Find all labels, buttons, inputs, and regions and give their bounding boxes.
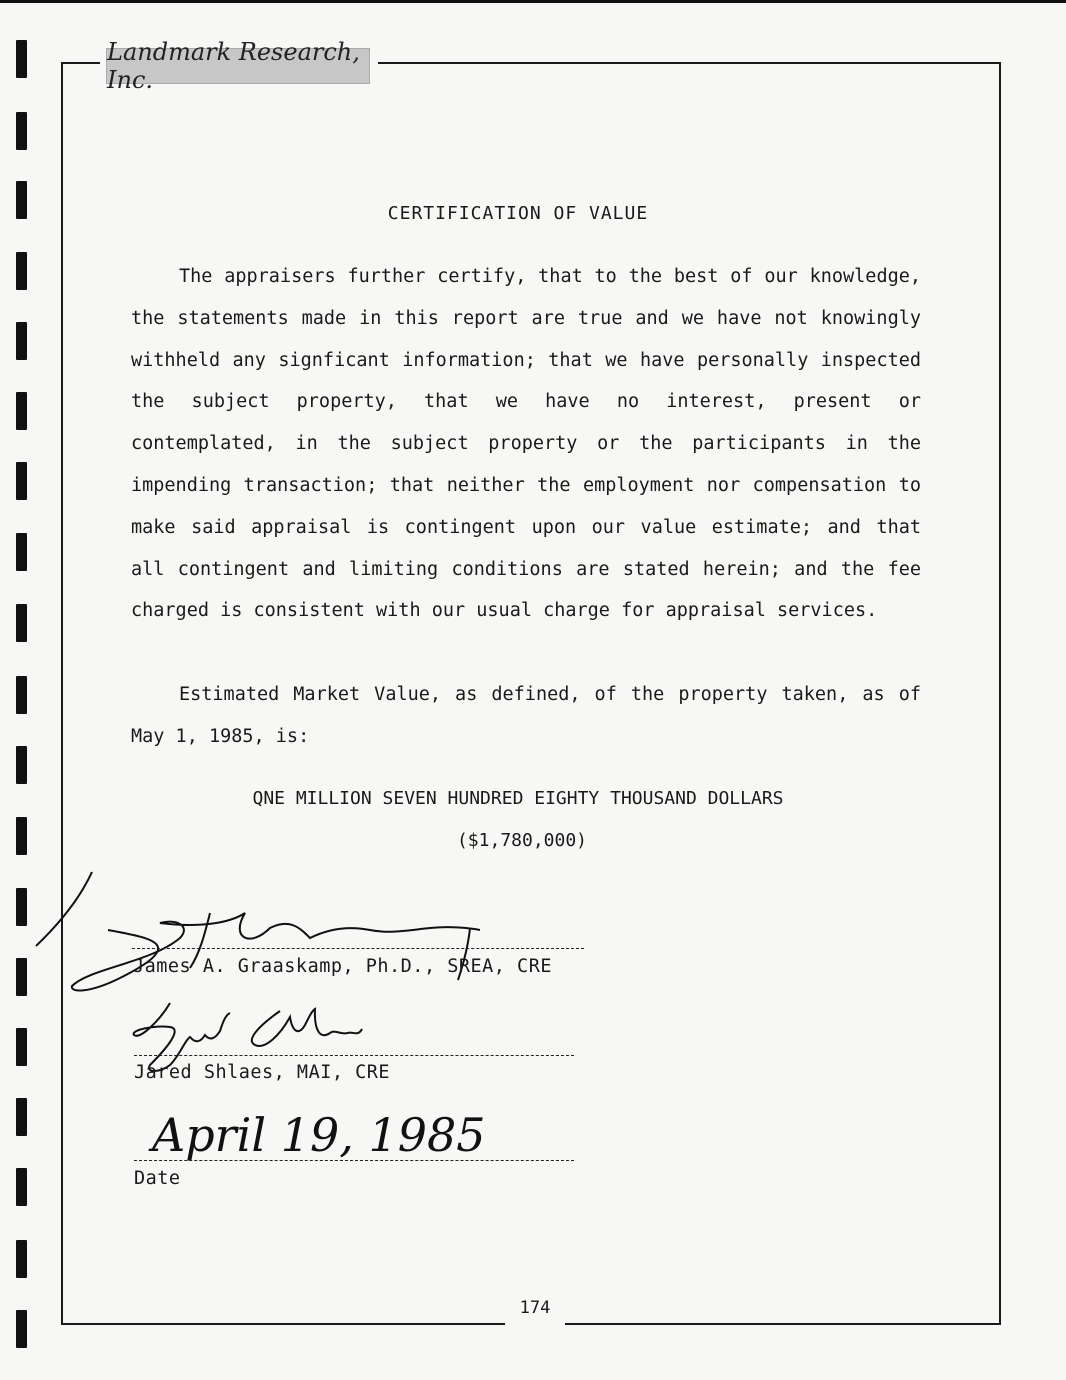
document-title: CERTIFICATION OF VALUE: [387, 203, 649, 224]
top-edge-line: [0, 0, 1066, 3]
signer-2-name: Jared Shlaes, MAI, CRE: [134, 1062, 391, 1083]
page-number: 174: [519, 1298, 551, 1318]
binder-hole: [16, 888, 27, 926]
binder-hole: [16, 322, 27, 360]
binder-hole: [16, 1310, 27, 1348]
binder-hole: [16, 112, 27, 150]
market-value-paragraph: Estimated Market Value, as defined, of the property taken, as of May 1, 1985, is:: [131, 684, 921, 747]
signature-graaskamp: [30, 868, 500, 998]
company-logo: Landmark Research, Inc.: [106, 48, 370, 84]
binder-hole: [16, 1240, 27, 1278]
binder-hole: [16, 252, 27, 290]
binder-hole: [16, 392, 27, 430]
binder-hole: [16, 958, 27, 996]
binder-hole: [16, 1168, 27, 1206]
binder-hole: [16, 604, 27, 642]
border-gap-bottom: [505, 1320, 565, 1330]
handwritten-date: April 19, 1985: [152, 1108, 486, 1162]
value-in-numbers: ($1,780,000): [456, 830, 588, 851]
binder-hole: [16, 746, 27, 784]
binder-hole: [16, 1098, 27, 1136]
value-in-words: QNE MILLION SEVEN HUNDRED EIGHTY THOUSAND DOLLARS: [252, 788, 784, 809]
binder-hole: [16, 40, 27, 78]
binder-hole: [16, 1028, 27, 1066]
signature-line-1: [132, 948, 584, 949]
binder-hole: [16, 533, 27, 571]
binder-hole: [16, 676, 27, 714]
signer-1-name: James A. Graaskamp, Ph.D., SREA, CRE: [133, 956, 552, 977]
certification-paragraph: The appraisers further certify, that to the best of our knowledge, the statements made in this report are true and we have not knowingly withheld any signficant information; that we have personally inspected the subject property, that we have no interest, present or contemplated, in the subject property or the participants in the impending transaction; that neither the employment nor compensation to make said appraisal is contingent upon our value estimate; and that all contingent and limiting conditions are stated herein; and the fee charged is consistent with our usual charge for appraisal services.: [131, 266, 921, 622]
date-line: [134, 1160, 574, 1161]
date-label: Date: [134, 1168, 181, 1189]
binder-hole: [16, 462, 27, 500]
signature-line-2: [134, 1055, 574, 1056]
